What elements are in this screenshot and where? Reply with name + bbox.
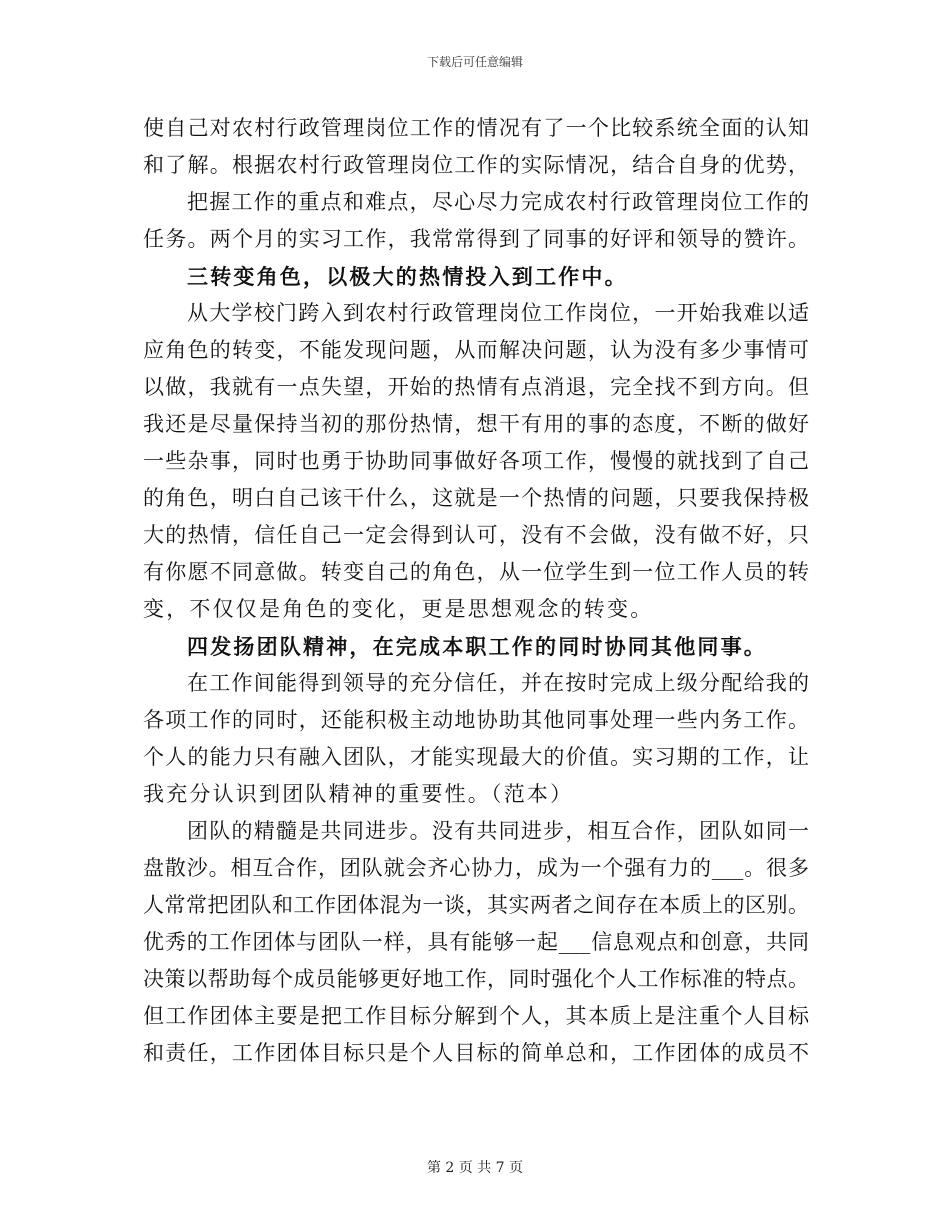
body-line: 有你愿不同意做。转变自己的角色，从一位学生到一位工作人员的转: [143, 560, 809, 584]
body-line: 各项工作的同时，还能积极主动地协助其他同事处理一些内务工作。: [143, 708, 809, 732]
page-footer: 第 2 页 共 7 页: [426, 1160, 524, 1176]
paragraph-start-line: 把握工作的重点和难点，尽心尽力完成农村行政管理岗位工作的: [187, 190, 809, 214]
body-line: 大的热情，信任自己一定会得到认可，没有不会做，没有做不好，只: [143, 523, 809, 547]
body-line: 人常常把团队和工作团体混为一谈，其实两者之间存在本质上的区别。: [143, 893, 809, 917]
body-line: 任务。两个月的实习工作，我常常得到了同事的好评和领导的赞许。: [143, 227, 809, 251]
body-line: 的角色，明白自己该干什么，这就是一个热情的问题，只要我保持极: [143, 486, 809, 510]
body-line: 盘散沙。相互合作，团队就会齐心协力，成为一个强有力的___。很多: [143, 856, 809, 880]
body-line: 我还是尽量保持当初的那份热情，想干有用的事的态度，不断的做好: [143, 412, 809, 436]
page-header: 下载后可任意编辑: [426, 55, 523, 69]
body-line: 以做，我就有一点失望，开始的热情有点消退，完全找不到方向。但: [143, 375, 809, 399]
body-line: 但工作团体主要是把工作目标分解到个人，其本质上是注重个人目标: [143, 1004, 809, 1028]
paragraph-start-line: 团队的精髓是共同进步。没有共同进步，相互合作，团队如同一: [187, 819, 809, 843]
section-heading: 三转变角色，以极大的热情投入到工作中。: [187, 264, 628, 289]
body-line: 优秀的工作团体与团队一样，具有能够一起___信息观点和创意，共同: [143, 930, 809, 954]
document-body: [143, 110, 809, 1072]
section-heading: 四发扬团队精神，在完成本职工作的同时协同其他同事。: [187, 634, 767, 659]
paragraph-start-line: 从大学校门跨入到农村行政管理岗位工作岗位，一开始我难以适: [187, 301, 809, 325]
paragraph-end-line: 我充分认识到团队精神的重要性。（范本）: [143, 782, 574, 806]
body-line: 个人的能力只有融入团队，才能实现最大的价值。实习期的工作，让: [143, 745, 809, 769]
body-line: 一些杂事，同时也勇于协助同事做好各项工作，慢慢的就找到了自己: [143, 449, 809, 473]
body-line: 决策以帮助每个成员能够更好地工作，同时强化个人工作标准的特点。: [143, 967, 809, 991]
body-line: 使自己对农村行政管理岗位工作的情况有了一个比较系统全面的认知: [143, 116, 809, 140]
paragraph-end-line: 变，不仅仅是角色的变化，更是思想观念的转变。: [143, 597, 654, 621]
paragraph-start-line: 在工作间能得到领导的充分信任，并在按时完成上级分配给我的: [187, 671, 809, 695]
body-line: 和责任，工作团体目标只是个人目标的简单总和，工作团体的成员不: [143, 1041, 809, 1065]
body-line: 和了解。根据农村行政管理岗位工作的实际情况，结合自身的优势，: [143, 153, 809, 177]
body-line: 应角色的转变，不能发现问题，从而解决问题，认为没有多少事情可: [143, 338, 809, 362]
